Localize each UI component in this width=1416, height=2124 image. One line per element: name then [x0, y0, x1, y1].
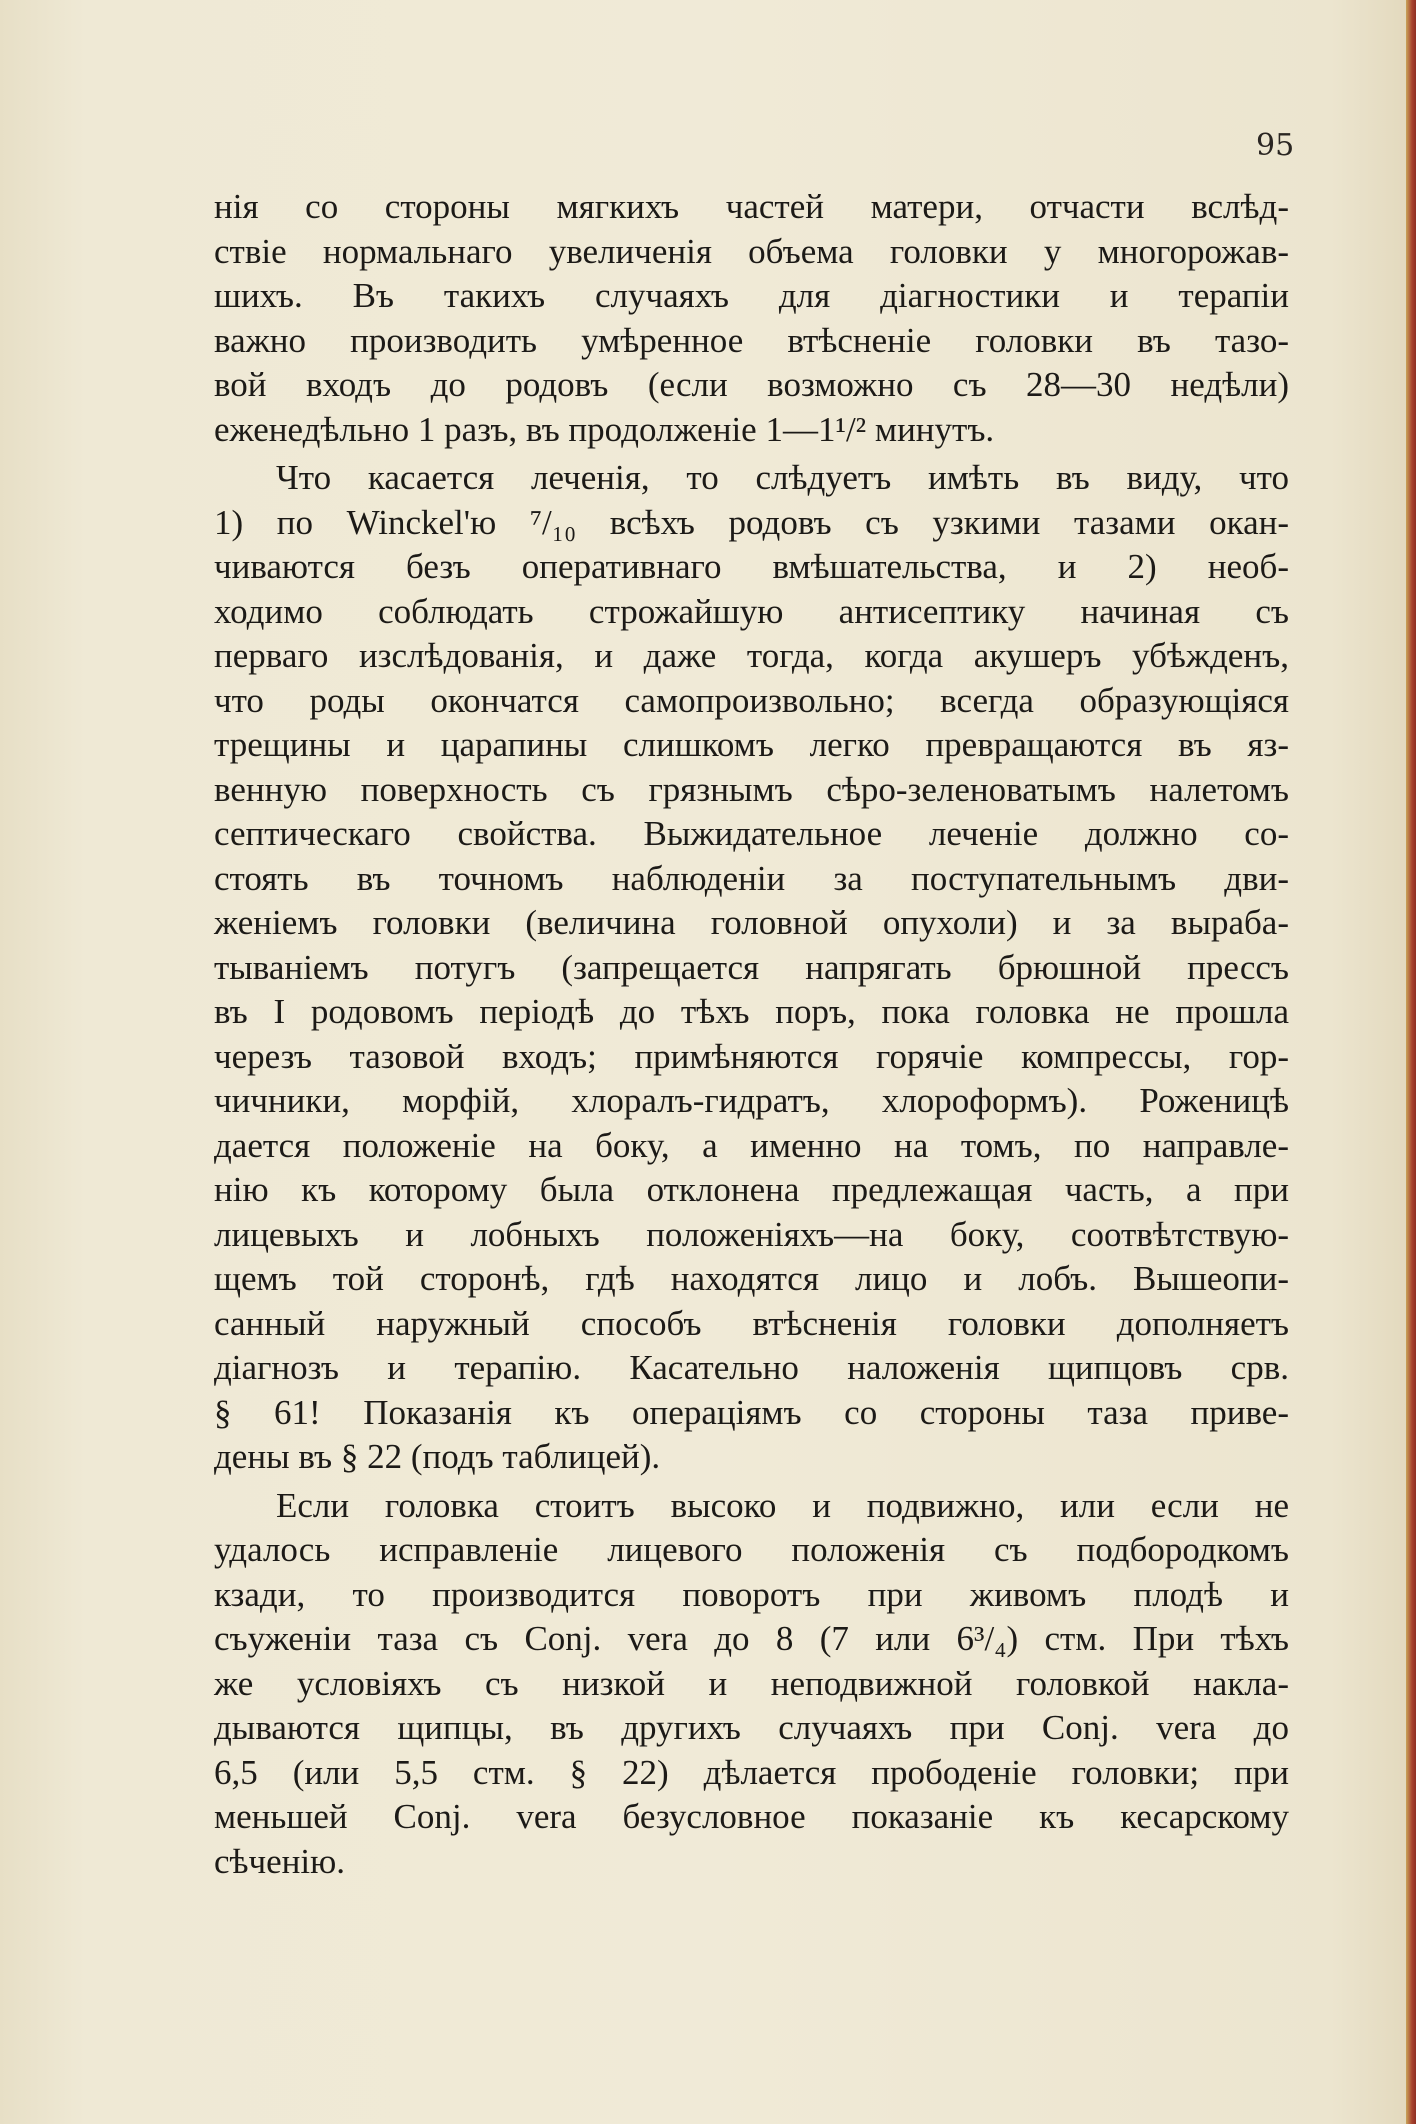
- text-line: 6,5 (или 5,5 стм. § 22) дѣлается прободеніе головки; при: [214, 1752, 1289, 1792]
- text-line: санный наружный способъ втѣсненія головки дополняетъ: [214, 1303, 1289, 1343]
- text-line: чичники, морфій, хлоралъ-гидратъ, хлороформъ). Роженицѣ: [214, 1081, 1289, 1120]
- text-line: дены въ § 22 (подъ таблицей).: [214, 1437, 661, 1476]
- text-line: черезъ тазовой входъ; примѣняются горячіе компрессы, гор-: [214, 1036, 1289, 1076]
- text-line: септическаго свойства. Выжидательное леченіе должно со-: [214, 814, 1289, 853]
- text-line: стоять въ точномъ наблюденіи за поступательнымъ дви-: [214, 858, 1289, 898]
- text-line: діагнозъ и терапію. Касательно наложенія щипцовъ срв.: [214, 1348, 1289, 1387]
- body-text: [214, 185, 1289, 1884]
- text-line: дается положеніе на боку, а именно на томъ, по направле-: [214, 1125, 1289, 1165]
- text-line: важно производить умѣренное втѣсненіе головки въ тазо-: [214, 320, 1289, 360]
- text-line: же условіяхъ съ низкой и неподвижной головкой накла-: [214, 1663, 1289, 1703]
- text-line: дываются щипцы, въ другихъ случаяхъ при Conj. vera до: [214, 1708, 1289, 1747]
- text-line: меньшей Conj. vera безусловное показаніе къ кесарскому: [214, 1797, 1289, 1836]
- text-line: въ I родовомъ періодѣ до тѣхъ поръ, пока головка не прошла: [214, 992, 1289, 1031]
- page-number: 95: [1256, 128, 1295, 163]
- text-line: женіемъ головки (величина головной опухоли) и за выраба-: [214, 903, 1289, 942]
- text-line: трещины и царапины слишкомъ легко превращаются въ яз-: [214, 725, 1289, 764]
- text-line: тываніемъ потугъ (запрещается напрягать брюшной прессъ: [214, 947, 1289, 987]
- text-line: что роды окончатся самопроизвольно; всегда образующіяся: [214, 680, 1289, 720]
- text-line: вой входъ до родовъ (если возможно съ 28—30 недѣли): [214, 365, 1289, 404]
- text-line: сѣченію.: [214, 1841, 346, 1881]
- text-line: перваго изслѣдованія, и даже тогда, когда акушеръ убѣжденъ,: [214, 636, 1289, 675]
- text-line: съуженіи таза съ Conj. vera до 8 (7 или 6³/₄) стм. При тѣхъ: [214, 1619, 1289, 1658]
- text-line: удалось исправленіе лицевого положенія съ подбородкомъ: [214, 1530, 1289, 1569]
- text-line: кзади, то производится поворотъ при живомъ плодѣ и: [214, 1574, 1289, 1614]
- text-line: лицевыхъ и лобныхъ положеніяхъ—на боку, соотвѣтствую-: [214, 1214, 1289, 1254]
- text-line: нія со стороны мягкихъ частей матери, отчасти вслѣд-: [214, 187, 1289, 226]
- text-line: Что касается леченія, то слѣдуетъ имѣть въ виду, что: [276, 458, 1289, 497]
- page-edge: [1406, 0, 1416, 2124]
- text-line: 1) по Winckel'ю ⁷/₁₀ всѣхъ родовъ съ узкими тазами окан-: [214, 502, 1289, 542]
- text-line: Если головка стоитъ высоко и подвижно, или если не: [276, 1485, 1289, 1525]
- text-line: ходимо соблюдать строжайшую антисептику начиная съ: [214, 591, 1289, 631]
- text-line: еженедѣльно 1 разъ, въ продолженіе 1—1¹/² минутъ.: [214, 409, 995, 449]
- text-line: нію къ которому была отклонена предлежащая часть, а при: [214, 1170, 1289, 1209]
- text-line: венную поверхность съ грязнымъ сѣро-зеленоватымъ налетомъ: [214, 769, 1289, 809]
- text-line: § 61! Показанія къ операціямъ со стороны таза приве-: [214, 1392, 1289, 1432]
- text-line: чиваются безъ оперативнаго вмѣшательства, и 2) необ-: [214, 547, 1289, 586]
- text-line: шихъ. Въ такихъ случаяхъ для діагностики и терапіи: [214, 276, 1289, 315]
- text-line: щемъ той сторонѣ, гдѣ находятся лицо и лобъ. Вышеопи-: [214, 1259, 1289, 1298]
- text-line: ствіе нормальнаго увеличенія объема головки у многорожав-: [214, 231, 1289, 271]
